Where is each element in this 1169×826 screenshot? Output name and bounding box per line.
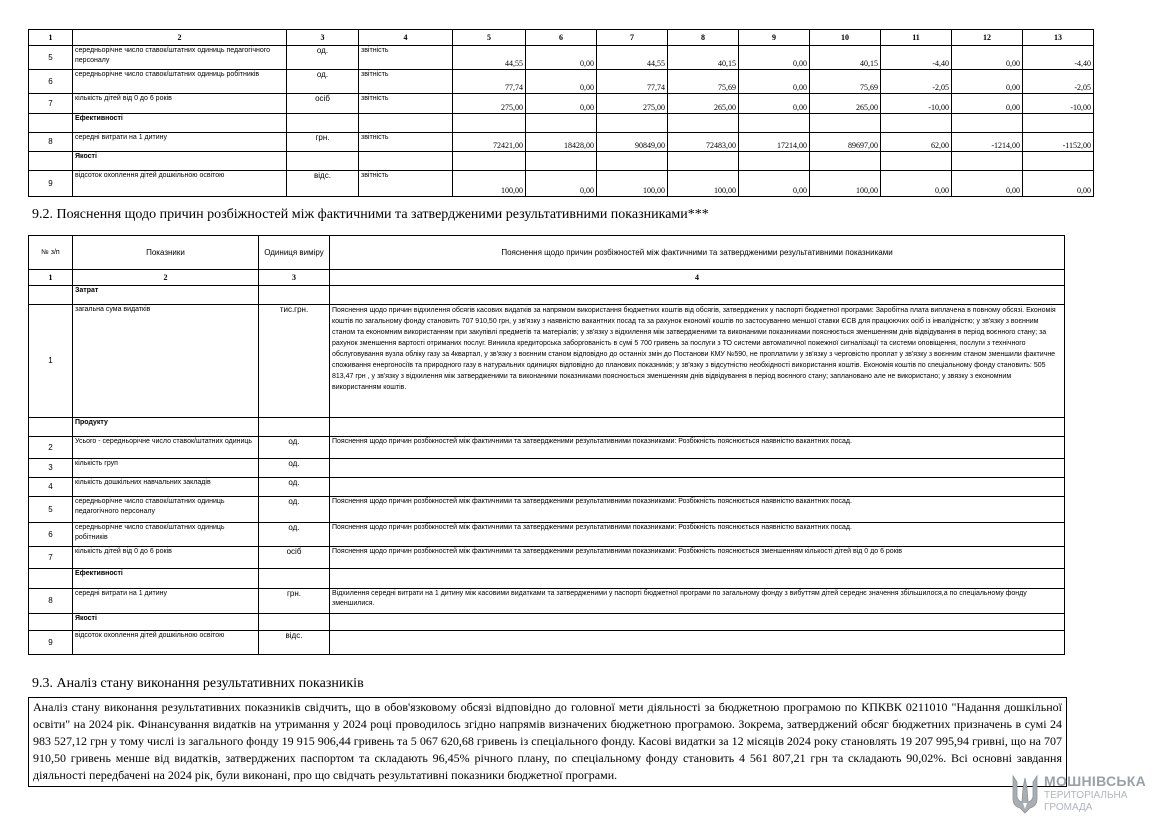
trident-icon — [1010, 773, 1040, 815]
header-cell: Пояснення щодо причин розбіжностей між фактичними та затвердженими результативними показниками — [330, 236, 1065, 270]
section-heading-9-3: 9.3. Аналіз стану виконання результативних показників — [32, 676, 364, 691]
logo-line-2: ГРОМАДА — [1044, 802, 1093, 813]
logo-line-1: ТЕРИТОРІАЛЬНА — [1044, 790, 1128, 801]
section-efficiency: Ефективності — [73, 569, 259, 589]
section-row — [29, 614, 1065, 631]
header-cell: 12 — [952, 30, 1023, 46]
table-row: 8 середні витрати на 1 дитину грн. Відхилення середні витрати на 1 дитину між касовими видатками та затвердженими у паспорті бюджетної програми по загальному фонду з вибуттям дітей середнє значення збільшилося,а по спеціальному фонду зменшилися. — [29, 589, 1065, 614]
section-quality: Якості — [73, 152, 287, 171]
table-row: 9 відсоток охоплення дітей дошкільною освітою відс. — [29, 631, 1065, 655]
section-product: Продукту — [73, 418, 259, 437]
section-row — [29, 286, 1065, 305]
table-row: 6 середньорічне число ставок/штатних одиниць робітників од. Пояснення щодо причин розбіжностей між фактичними та затвердженими результативними показниками: Розбіжність пояснюється наявністю вакантних посад. — [29, 523, 1065, 547]
header-cell: Одиниця виміру — [259, 236, 330, 270]
header-cell: 8 — [668, 30, 739, 46]
table-row: 6 середньорічне число ставок/штатних одиниць робітників од. звітність 77,74 0,00 77,74 75,69 0,00 75,69 -2,05 0,00 -2,05 — [29, 70, 1094, 94]
header-cell: 6 — [526, 30, 597, 46]
table-row: 7 кількість дітей від 0 до 6 років осіб звітність 275,00 0,00 275,00 265,00 0,00 265,00 -10,00 0,00 -10,00 — [29, 94, 1094, 114]
header-cell: 4 — [359, 30, 453, 46]
header-cell: 1 — [29, 30, 73, 46]
table-row: 4 кількість дошкільних навчальних закладів од. — [29, 478, 1065, 497]
table-header-row — [29, 30, 1094, 46]
table-row: 1 загальна сума видатків тис.грн. Пояснення щодо причин відхилення обсягів касових видатків за напрямом використання бюджетних коштів від обсягів, затверджених у паспорті бюджетної програми: Заробітна плата виплачена в повному обсязі. Економія коштів по загальному фонду становить 707 910,50 грн, у зв'язку з наявністю вакантних посад та за рахунок економії коштів по застосуванню меншої ставки ЄСВ для працюючих осіб із інвалідністю; у зв'язку з воєнним станом та економним використанням при закупівлі предметів та матеріалів; у зв'язку з відхилення між затвердженими та виконаними показниками пояснюється зменшенням днів відвідування в період воєнного стану; за рахунок зменшення вартості отриманих послуг. Виникла кредиторська заборгованість в сумі 5 700 гривень за послуги з ТО системи автоматичної пожежної сигналізації та системи оповіщення, послуги з технічного обслуговування вузла обліку газу за 4квартал, у зв'язку з воєнним станом відповідно до останніх змін до Постанови КМУ №590, не проплатили у зв'язку з черговістю проплат у зв'язку з воєнним станом зменшили фактичне споживання енергоносіїв та природного газу в натуральних одиницях відповідно до планових показників; у зв'язку з відсутністю необхідності використання коштів. Економія коштів по спеціальному фонду становить: 505 813,47 грн , у зв'язку з відхилення між затвердженими та виконаними показниками пояснюється зменшенням днів відвідування в період воєнного стану; заплановано але не використано; у звязку з економним використанням коштів. — [29, 305, 1065, 418]
table-row: 7 кількість дітей від 0 до 6 років осіб Пояснення щодо причин розбіжностей між фактичними та затвердженими результативними показниками: Розбіжність пояснюється зменшенням кількості дітей від 0 до 6 років — [29, 547, 1065, 569]
section-row — [29, 569, 1065, 589]
header-cell: 11 — [881, 30, 952, 46]
indicators-table — [28, 29, 1094, 197]
explanation-text: Пояснення щодо причин відхилення обсягів касових видатків за напрямом використання бюджетних коштів від обсягів, затверджених у паспорті бюджетної програми: Заробітна плата виплачена в повному обсязі. Економія коштів по загальному фонду становить 707 910,50 грн, у зв'язку з наявністю вакантних посад та за рахунок економії коштів по застосуванню меншої ставки ЄСВ для працюючих осіб із інвалідністю; у зв'язку з воєнним станом та економним використанням при закупівлі предметів та матеріалів; у зв'язку з відхилення між затвердженими та виконаними показниками пояснюється зменшенням днів відвідування в період воєнного стану; за рахунок зменшення вартості отриманих послуг. Виникла кредиторська заборгованість в сумі 5 700 гривень за послуги з ТО системи автоматичної пожежної сигналізації та системи оповіщення, послуги з технічного обслуговування вузла обліку газу за 4квартал, у зв'язку з воєнним станом відповідно до останніх змін до Постанови КМУ №590, не проплатили у зв'язку з черговістю проплат у зв'язку з воєнним станом зменшили фактичне споживання енергоносіїв та природного газу в натуральних одиницях відповідно до планових показників; у зв'язку з відсутністю необхідності використання коштів. Економія коштів по спеціальному фонду становить: 505 813,47 грн , у зв'язку з відхилення між затвердженими та виконаними показниками пояснюється зменшенням днів відвідування в період воєнного стану; заплановано але не використано; у звязку з економним використанням коштів. — [330, 305, 1065, 418]
table-row: 8 середні витрати на 1 дитину грн. звітність 72421,00 18428,00 90849,00 72483,00 17214,00 89697,00 62,00 -1214,00 -1152,00 — [29, 133, 1094, 152]
section-row — [29, 152, 1094, 171]
header-cell: № з/п — [29, 236, 73, 270]
header-cell: 13 — [1023, 30, 1094, 46]
table-row: 5 середньорічне число ставок/штатних одиниць педагогічного персоналу од. Пояснення щодо причин розбіжностей між фактичними та затвердженими результативними показниками: Розбіжність пояснюється наявністю вакантних посад. — [29, 497, 1065, 523]
header-cell: 2 — [73, 30, 287, 46]
analysis-text: Аналіз стану виконання результативних показників свідчить, що в обов'язковому обсязі відповідно до головної мети діяльності за бюджетною програмою по КПКВК 0211010 "Надання дошкільної освіти" на 2024 рік. Фінансування видатків на утримання у 2024 році проводилось згідно напрямів визначених бюджетною програмою. Зокрема, затверджений обсяг бюджетних призначень в сумі 24 983 527,12 грн у тому числі із загального фонду 19 915 906,44 гривень та 5 067 620,68 гривень із спеціального фонду. Касові видатки за 12 місяців 2024 року становлять 19 207 995,94 гривні, що на 707 910,50 гривень менше від видатків, затверджених паспортом та складають 96,45% річного плану, по спеціальному фонду становить 4 561 807,21 грн та складають 90,02%. Всі основні завдання діяльності передбачені на 2024 рік, були виконані, про що свідчать результативні показники бюджетної програми. — [28, 697, 1067, 787]
logo-name: МОШНІВСЬКА — [1044, 773, 1147, 789]
section-row — [29, 114, 1094, 133]
section-costs: Затрат — [73, 286, 259, 305]
header-cell: 3 — [287, 30, 359, 46]
table-header-row — [29, 236, 1065, 270]
header-cell: 5 — [453, 30, 526, 46]
table-row: 5 середньорічне число ставок/штатних одиниць педагогічного персоналу од. звітність 44,55 0,00 44,55 40,15 0,00 40,15 -4,40 0,00 -4,40 — [29, 46, 1094, 70]
section-efficiency: Ефективності — [73, 114, 287, 133]
section-heading-9-2: 9.2. Пояснення щодо причин розбіжностей між фактичними та затвердженими результативними показниками*** — [32, 207, 709, 222]
table-header-row: 1 2 3 4 — [29, 270, 1065, 286]
header-cell: Показники — [73, 236, 259, 270]
table-row: 9 відсоток охоплення дітей дошкільною освітою відс. звітність 100,00 0,00 100,00 100,00 0,00 100,00 0,00 0,00 0,00 — [29, 171, 1094, 197]
table-row: 3 кількість груп од. — [29, 459, 1065, 478]
section-row — [29, 418, 1065, 437]
section-quality: Якості — [73, 614, 259, 631]
header-cell: 9 — [739, 30, 810, 46]
header-cell: 7 — [597, 30, 668, 46]
header-cell: 10 — [810, 30, 881, 46]
table-row: 2 Усього - середньорічне число ставок/штатних одиниць од. Пояснення щодо причин розбіжностей між фактичними та затвердженими результативними показниками: Розбіжність пояснюється наявністю вакантних посад. — [29, 437, 1065, 459]
explanations-table — [28, 235, 1065, 655]
community-logo — [1010, 771, 1160, 816]
